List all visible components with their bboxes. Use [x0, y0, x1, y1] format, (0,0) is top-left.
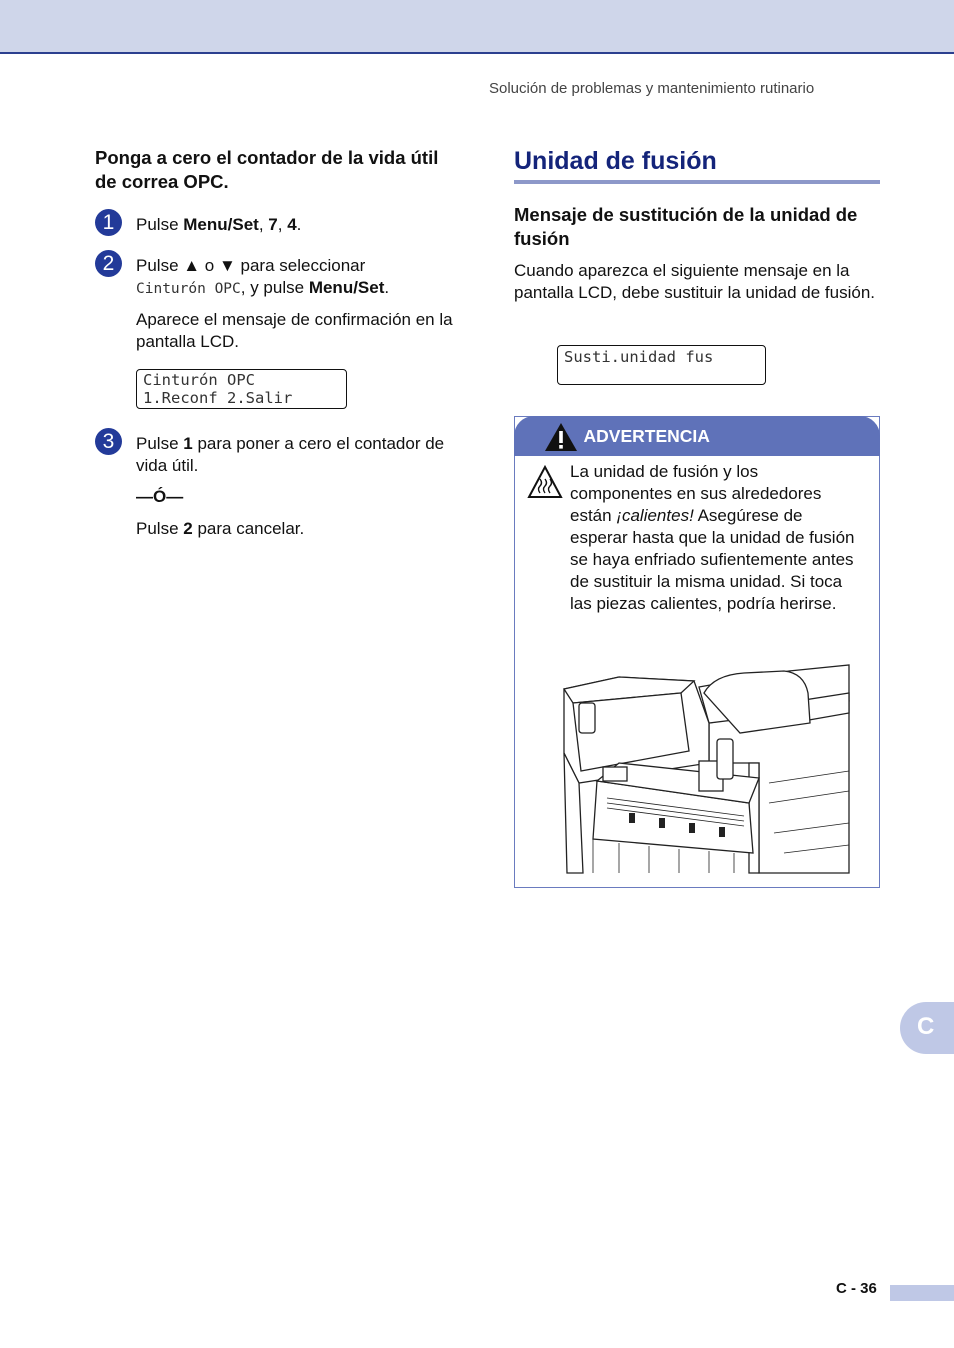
warning-box — [514, 416, 880, 888]
page-number: C - 36 — [836, 1280, 877, 1297]
lcd-line-2: 1.Reconf 2.Salir — [143, 389, 293, 407]
subsection-heading: Mensaje de sustitución de la unidad de fusión — [514, 204, 858, 249]
step-text: Pulse ▲ o ▼ para seleccionar Cinturón OPC, y pulse Menu/Set. Aparece el mensaje de confirmación en la pantalla LCD. Cinturón OPC 1.Reconf 2.Salir — [136, 255, 466, 409]
running-header: Solución de problemas y mantenimiento rutinario — [489, 80, 815, 97]
step-text: Pulse 1 para poner a cero el contador de vida útil. —Ó— Pulse 2 para cancelar. — [136, 433, 466, 540]
printer-fuser-illustration — [559, 653, 851, 875]
chapter-tab — [900, 1002, 954, 1054]
left-column — [95, 146, 465, 538]
warning-title: ADVERTENCIA — [583, 425, 710, 446]
warning-triangle-icon — [544, 422, 578, 452]
lcd-line-1: Cinturón OPC — [143, 371, 255, 389]
top-header-band — [0, 0, 954, 54]
warning-text: La unidad de fusión y los componentes en sus alrededores están ¡calientes! Asegúrese de esperar hasta que la unidad de fusión se haya enfriado sufientemente antes de sustituir la misma unidad. Si toca las piezas calientes, podría herirse. — [570, 462, 855, 613]
section-subheading: Ponga a cero el contador de la vida útil de correa OPC. — [95, 147, 439, 192]
intro-paragraph: Cuando aparezca el siguiente mensaje en la pantalla LCD, debe sustituir la unidad de fusión. — [514, 261, 876, 302]
chapter-letter: C — [917, 1013, 935, 1040]
confirm-text: Aparece el mensaje de confirmación en la pantalla LCD. — [136, 310, 453, 351]
footer-bar — [890, 1285, 954, 1301]
lcd-display — [136, 369, 347, 409]
step-number-badge: 2 — [95, 250, 122, 277]
hot-surface-icon — [527, 465, 563, 499]
lcd-display: Susti.unidad fus — [557, 345, 766, 385]
lcd-inline-text: Cinturón OPC — [136, 281, 241, 297]
title-rule — [514, 180, 880, 184]
or-separator: —Ó— — [136, 487, 184, 506]
section-title: Unidad de fusión — [514, 147, 717, 175]
step-number-badge: 1 — [95, 209, 122, 236]
warning-header — [514, 416, 880, 456]
step-number-badge: 3 — [95, 428, 122, 455]
step-text: Pulse Menu/Set, 7, 4. — [136, 215, 302, 234]
right-column — [514, 146, 880, 366]
